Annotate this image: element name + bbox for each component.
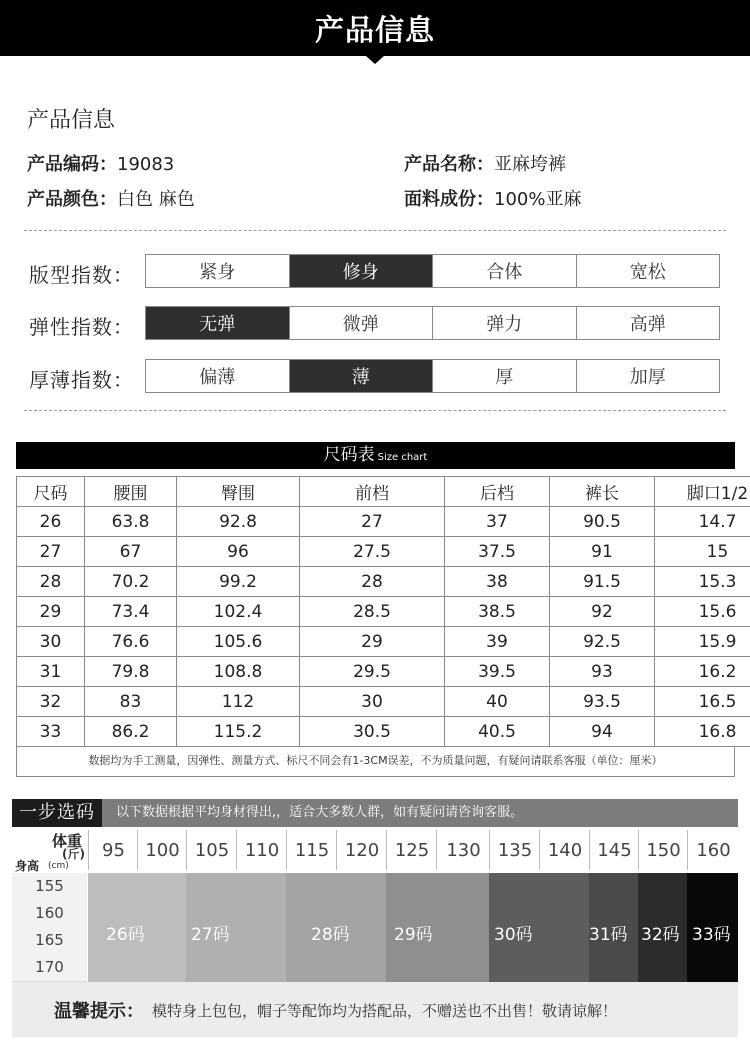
size-chart-cell: 96 <box>177 537 300 567</box>
size-chart-cell: 15 <box>655 537 750 567</box>
size-chart-cell: 91.5 <box>550 567 655 597</box>
size-chart-cell: 27 <box>300 507 445 537</box>
size-chart-row <box>17 687 750 717</box>
size-chart-cell: 30 <box>17 627 85 657</box>
size-chart-cell: 94 <box>550 717 655 747</box>
size-chart-cell: 14.7 <box>655 507 750 537</box>
weight-column-header: 105 <box>186 830 237 870</box>
tip-label: 温馨提示： <box>54 1001 144 1022</box>
weight-column-header: 110 <box>236 830 287 870</box>
thickness-index-option: 厚 <box>433 360 577 392</box>
weight-column-header: 135 <box>489 830 540 870</box>
size-chart-row <box>17 567 750 597</box>
height-axis-label: 身高 <box>15 859 40 873</box>
product-fabric <box>404 185 581 211</box>
size-chart-cell: 99.2 <box>177 567 300 597</box>
size-chart-header-cell: 前档 <box>300 477 445 507</box>
height-row-header: 165 <box>12 927 87 955</box>
size-chart-cell: 16.2 <box>655 657 750 687</box>
weight-column-header: 120 <box>336 830 387 870</box>
size-chart-cell: 70.2 <box>85 567 177 597</box>
size-block-label: 26码 <box>106 925 145 945</box>
size-chart-row <box>17 537 750 567</box>
size-chart-cell: 93 <box>550 657 655 687</box>
product-color <box>27 185 195 211</box>
divider-top <box>24 230 726 231</box>
weight-column-header: 100 <box>137 830 187 870</box>
size-chart-cell: 91 <box>550 537 655 567</box>
size-chart-cell: 29 <box>17 597 85 627</box>
size-chart-row <box>17 717 750 747</box>
product-color-label: 产品颜色： <box>27 189 117 210</box>
size-chart-cell: 37.5 <box>445 537 550 567</box>
size-chart-header-cell: 后档 <box>445 477 550 507</box>
stretch-index-label: 弹性指数： <box>29 315 134 339</box>
size-chart-cell: 102.4 <box>177 597 300 627</box>
height-row-header: 170 <box>12 954 87 982</box>
fit-guide-badge: 一步选码 <box>12 799 102 827</box>
weight-axis-unit: (斤) <box>62 847 85 861</box>
size-chart-cell: 15.3 <box>655 567 750 597</box>
size-chart-cell: 112 <box>177 687 300 717</box>
size-chart-table <box>16 476 750 747</box>
weight-column-header: 115 <box>286 830 337 870</box>
header-title: 产品信息 <box>314 13 435 47</box>
size-chart-cell: 15.6 <box>655 597 750 627</box>
size-chart-subtitle: Size chart <box>377 452 428 463</box>
product-fabric-label: 面料成份： <box>404 189 494 210</box>
size-chart-cell: 38 <box>445 567 550 597</box>
size-chart-cell: 16.8 <box>655 717 750 747</box>
product-fabric-value: 100%亚麻 <box>494 189 582 210</box>
weight-column-header: 145 <box>589 830 639 870</box>
fit-guide-description: 以下数据根据平均身材得出,，适合大多数人群，如有疑问请咨询客服。 <box>116 805 524 820</box>
size-block-label: 31码 <box>589 925 628 945</box>
fit-index-option: 合体 <box>433 255 577 287</box>
size-chart-cell: 29.5 <box>300 657 445 687</box>
size-chart-cell: 39 <box>445 627 550 657</box>
size-chart-cell: 76.6 <box>85 627 177 657</box>
weight-column-header: 140 <box>539 830 590 870</box>
size-chart-header-cell: 裤长 <box>550 477 655 507</box>
weight-column-header: 95 <box>88 830 138 870</box>
size-chart-note: 数据均为手工测量，因弹性、测量方式、标尺不同会有1-3CM误差，不为质量问题，有疑问请联系客服（单位：厘米） <box>16 746 735 777</box>
size-chart-cell: 30.5 <box>300 717 445 747</box>
size-chart-row <box>17 507 750 537</box>
size-chart-header-cell: 脚口1/2 <box>655 477 750 507</box>
product-section-title: 产品信息 <box>27 108 116 133</box>
size-chart-cell: 27.5 <box>300 537 445 567</box>
size-chart-cell: 38.5 <box>445 597 550 627</box>
stretch-index-option: 微弹 <box>290 307 434 339</box>
size-block-label: 30码 <box>494 925 533 945</box>
size-block-label: 27码 <box>191 925 230 945</box>
size-chart-header-cell: 腰围 <box>85 477 177 507</box>
size-chart-cell: 26 <box>17 507 85 537</box>
size-chart-cell: 40 <box>445 687 550 717</box>
product-name-label: 产品名称： <box>404 154 494 175</box>
size-chart-cell: 92.5 <box>550 627 655 657</box>
product-code <box>27 150 174 176</box>
size-chart-cell: 83 <box>85 687 177 717</box>
weight-column-header: 130 <box>436 830 490 870</box>
size-block-label: 28码 <box>311 925 350 945</box>
size-chart-cell: 30 <box>300 687 445 717</box>
size-block-label: 29码 <box>394 925 433 945</box>
size-block-label: 32码 <box>641 925 680 945</box>
product-color-value: 白色 麻色 <box>117 189 195 210</box>
size-chart-cell: 73.4 <box>85 597 177 627</box>
height-axis-unit: (cm) <box>48 861 69 871</box>
fit-index-option: 紧身 <box>146 255 290 287</box>
size-chart-cell: 29 <box>300 627 445 657</box>
size-chart-cell: 33 <box>17 717 85 747</box>
size-chart-header-cell: 尺码 <box>17 477 85 507</box>
size-chart-header-cell: 臀围 <box>177 477 300 507</box>
size-chart-cell: 86.2 <box>85 717 177 747</box>
weight-axis-label: 体重 <box>52 832 83 850</box>
size-chart-cell: 16.5 <box>655 687 750 717</box>
size-chart-cell: 105.6 <box>177 627 300 657</box>
size-chart-cell: 108.8 <box>177 657 300 687</box>
size-chart-cell: 28 <box>17 567 85 597</box>
size-chart-row <box>17 597 750 627</box>
stretch-index-option: 高弹 <box>577 307 720 339</box>
stretch-index-option: 弹力 <box>433 307 577 339</box>
product-name <box>404 150 566 176</box>
size-chart-header-row <box>17 477 750 507</box>
weight-column-header: 160 <box>687 830 739 870</box>
divider-bottom <box>24 410 726 411</box>
size-chart-cell: 40.5 <box>445 717 550 747</box>
size-chart-cell: 37 <box>445 507 550 537</box>
size-chart-cell: 15.9 <box>655 627 750 657</box>
size-chart-cell: 63.8 <box>85 507 177 537</box>
fit-index-scale <box>145 254 720 288</box>
thickness-index-option: 薄 <box>290 360 434 392</box>
product-code-label: 产品编码： <box>27 154 117 175</box>
size-chart-row <box>17 657 750 687</box>
size-chart-cell: 67 <box>85 537 177 567</box>
size-chart-cell: 92.8 <box>177 507 300 537</box>
fit-index-option: 修身 <box>290 255 434 287</box>
thickness-index-label: 厚薄指数： <box>29 368 134 392</box>
size-chart-title: 尺码表 <box>323 445 375 465</box>
size-chart-cell: 115.2 <box>177 717 300 747</box>
size-chart-cell: 27 <box>17 537 85 567</box>
stretch-index-option: 无弹 <box>146 307 290 339</box>
size-chart-cell: 31 <box>17 657 85 687</box>
size-chart-cell: 28 <box>300 567 445 597</box>
size-chart-row <box>17 627 750 657</box>
size-block-label: 33码 <box>692 925 731 945</box>
size-chart-title-bar <box>16 442 735 469</box>
product-name-value: 亚麻垮裤 <box>494 154 566 175</box>
fit-index-label: 版型指数： <box>29 263 134 287</box>
thickness-index-option: 偏薄 <box>146 360 290 392</box>
size-chart-cell: 93.5 <box>550 687 655 717</box>
thickness-index-option: 加厚 <box>577 360 720 392</box>
size-chart-cell: 79.8 <box>85 657 177 687</box>
header-pointer <box>366 56 384 64</box>
stretch-index-scale <box>145 306 720 340</box>
height-row-header: 155 <box>12 873 87 901</box>
height-row-header: 160 <box>12 900 87 928</box>
product-code-value: 19083 <box>117 154 175 175</box>
size-chart-cell: 28.5 <box>300 597 445 627</box>
size-chart-cell: 92 <box>550 597 655 627</box>
tip-text: 模特身上包包，帽子等配饰均为搭配品，不赠送也不出售！敬请谅解！ <box>152 1002 618 1020</box>
size-chart-cell: 39.5 <box>445 657 550 687</box>
weight-column-header: 150 <box>638 830 688 870</box>
thickness-index-scale <box>145 359 720 393</box>
size-chart-cell: 90.5 <box>550 507 655 537</box>
fit-index-option: 宽松 <box>577 255 720 287</box>
weight-column-header: 125 <box>386 830 437 870</box>
size-chart-cell: 32 <box>17 687 85 717</box>
